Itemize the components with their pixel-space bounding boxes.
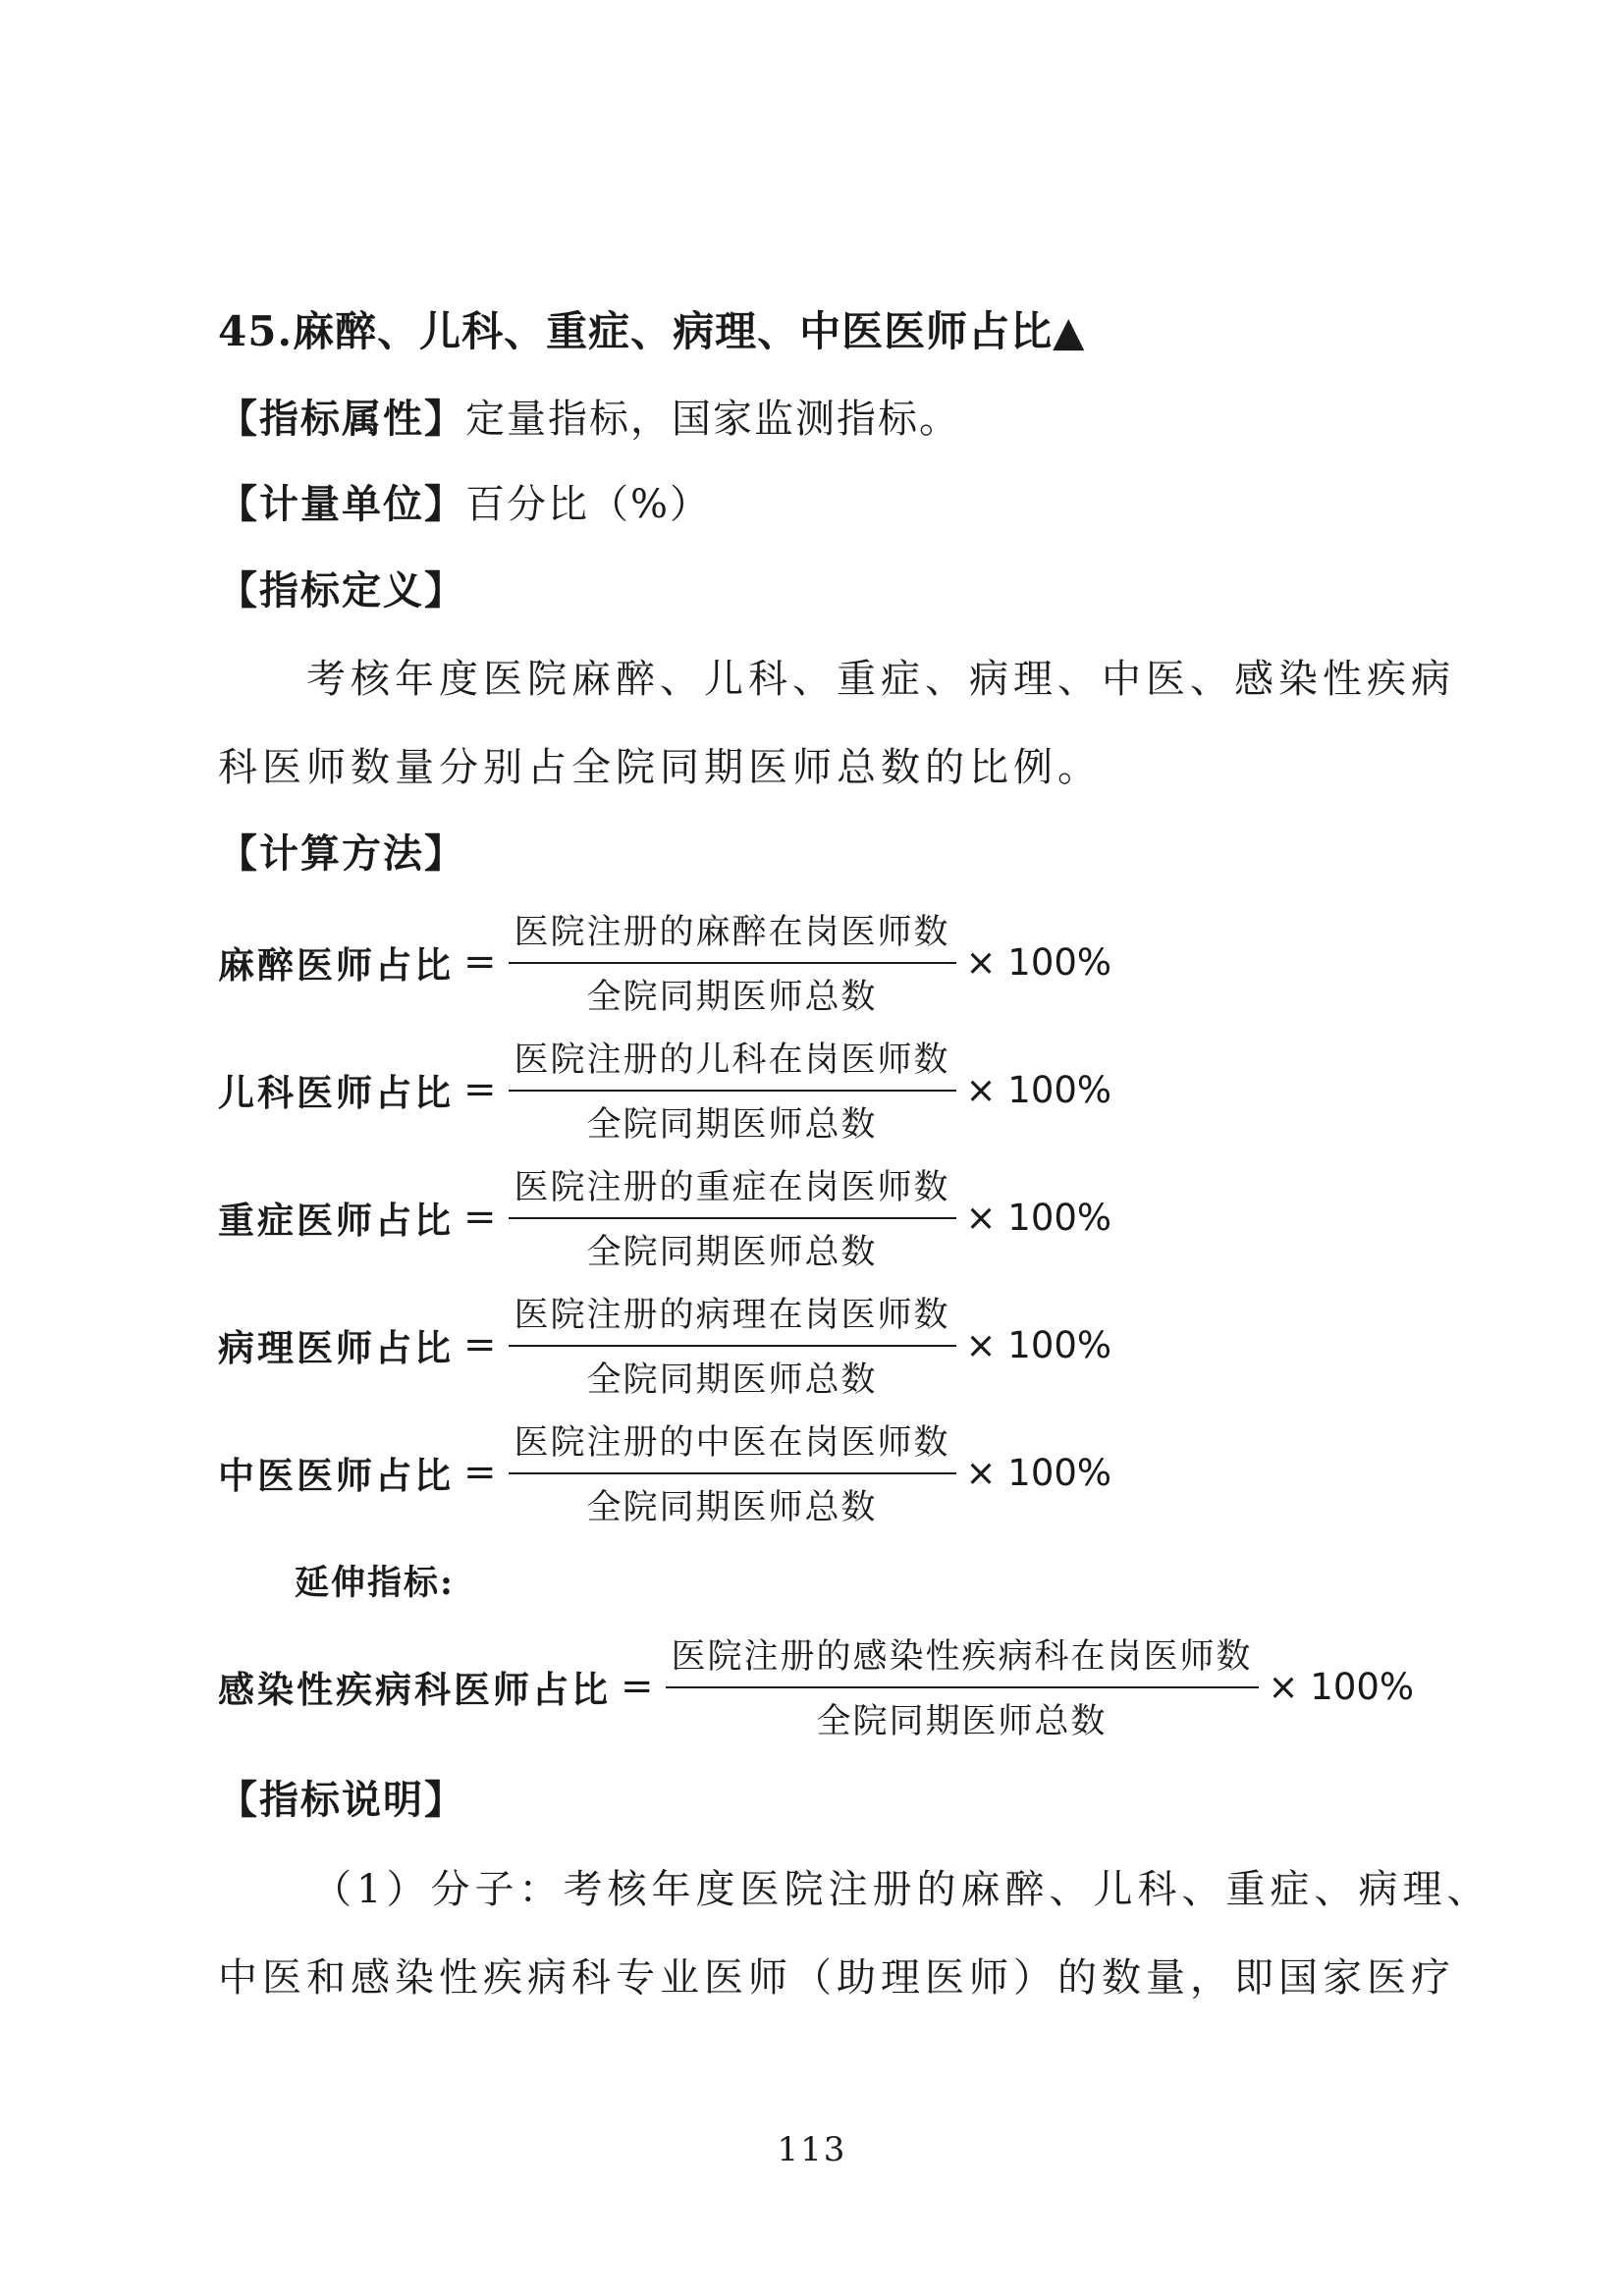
section-title: 45.麻醉、儿科、重症、病理、中医医师占比▲ xyxy=(218,307,1086,355)
equals-sign: = xyxy=(621,1664,654,1709)
explanation-text-line1: （1）分子：考核年度医院注册的麻醉、儿科、重症、病理、 xyxy=(312,1867,1491,1912)
explanation-label: 【指标说明】 xyxy=(218,1777,465,1823)
formula-lhs: 重症医师占比 xyxy=(218,1199,454,1242)
fraction xyxy=(509,1415,956,1529)
formula-lhs: 儿科医师占比 xyxy=(218,1071,454,1114)
definition-label: 【指标定义】 xyxy=(218,567,465,614)
fraction-numerator: 医院注册的病理在岗医师数 xyxy=(509,1288,956,1347)
equals-sign: = xyxy=(463,939,497,985)
fraction-numerator: 医院注册的麻醉在岗医师数 xyxy=(509,905,956,964)
fraction-numerator: 医院注册的中医在岗医师数 xyxy=(509,1415,956,1474)
times-percent: × 100% xyxy=(965,1196,1112,1239)
attribute-row xyxy=(218,388,960,444)
formula-critical-care xyxy=(218,1160,1111,1274)
page-number: 113 xyxy=(777,2130,847,2169)
fraction-denominator: 全院同期医师总数 xyxy=(586,1233,878,1272)
extension-label: 延伸指标: xyxy=(295,1563,455,1603)
equals-sign: = xyxy=(463,1450,497,1495)
equals-sign: = xyxy=(463,1067,497,1112)
formula-lhs: 感染性疾病科医师占比 xyxy=(218,1668,611,1711)
explanation-text-line2: 中医和感染性疾病科专业医师（助理医师）的数量，即国家医疗 xyxy=(218,1955,1455,2001)
explanation-heading xyxy=(218,1769,465,1825)
fraction xyxy=(509,1033,956,1147)
formula-pediatrics xyxy=(218,1033,1111,1147)
formula-infectious-disease xyxy=(218,1629,1414,1743)
calculation-label: 【计算方法】 xyxy=(218,830,465,877)
equals-sign: = xyxy=(463,1322,497,1367)
fraction-denominator: 全院同期医师总数 xyxy=(586,978,878,1017)
fraction-numerator: 医院注册的重症在岗医师数 xyxy=(509,1160,956,1219)
formula-lhs: 病理医师占比 xyxy=(218,1326,454,1369)
formula-lhs: 麻醉医师占比 xyxy=(218,943,454,987)
fraction-denominator: 全院同期医师总数 xyxy=(586,1488,878,1527)
definition-heading xyxy=(218,560,465,615)
times-percent: × 100% xyxy=(965,940,1112,984)
times-percent: × 100% xyxy=(965,1068,1112,1111)
formula-anesthesia xyxy=(218,905,1111,1019)
fraction-numerator: 医院注册的感染性疾病科在岗医师数 xyxy=(666,1629,1259,1688)
fraction xyxy=(509,905,956,1019)
attribute-value: 定量指标，国家监测指标。 xyxy=(465,397,960,442)
formula-tcm xyxy=(218,1415,1111,1529)
equals-sign: = xyxy=(463,1195,497,1240)
unit-value: 百分比（%） xyxy=(465,482,712,527)
definition-text-line1: 考核年度医院麻醉、儿科、重症、病理、中医、感染性疾病 xyxy=(306,657,1455,702)
fraction xyxy=(509,1160,956,1274)
definition-text-line2: 科医师数量分别占全院同期医师总数的比例。 xyxy=(218,745,1102,790)
times-percent: × 100% xyxy=(965,1323,1112,1366)
fraction-denominator: 全院同期医师总数 xyxy=(586,1361,878,1400)
fraction xyxy=(509,1288,956,1402)
times-percent: × 100% xyxy=(1268,1665,1415,1708)
times-percent: × 100% xyxy=(965,1451,1112,1494)
fraction-denominator: 全院同期医师总数 xyxy=(586,1105,878,1145)
attribute-label: 【指标属性】 xyxy=(218,396,465,442)
fraction-denominator: 全院同期医师总数 xyxy=(816,1702,1108,1741)
unit-label: 【计量单位】 xyxy=(218,481,465,527)
formula-pathology xyxy=(218,1288,1111,1402)
fraction xyxy=(666,1629,1259,1743)
fraction-numerator: 医院注册的儿科在岗医师数 xyxy=(509,1033,956,1092)
formula-lhs: 中医医师占比 xyxy=(218,1454,454,1497)
unit-row xyxy=(218,473,711,529)
calculation-heading xyxy=(218,823,465,879)
